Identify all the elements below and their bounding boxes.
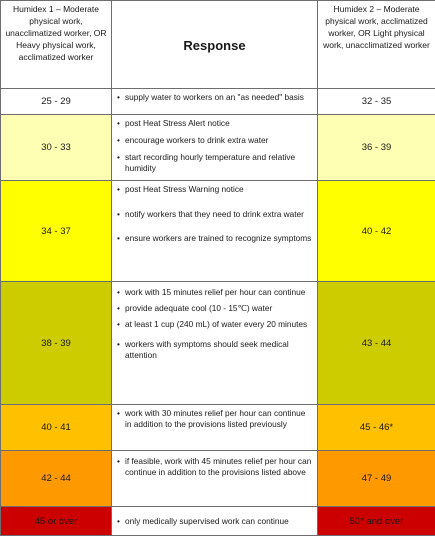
response-list [117, 516, 313, 527]
response-list [117, 408, 313, 430]
humidex2-range: 43 - 44 [318, 282, 435, 405]
humidex1-range: 34 - 37 [1, 181, 112, 282]
response-item: • provide adequate cool (10 - 15℃) water [117, 303, 313, 314]
response-item: • work with 30 minutes relief per hour can continue in addition to the provisions listed previously [117, 408, 313, 430]
humidex2-range: 47 - 49 [318, 451, 435, 507]
table-row [1, 89, 435, 115]
response-item: • workers with symptoms should seek medical attention [117, 339, 313, 361]
response-cell [112, 181, 318, 282]
response-item: • supply water to workers on an "as needed" basis [117, 92, 313, 103]
humidex1-range: 38 - 39 [1, 282, 112, 405]
response-cell [112, 451, 318, 507]
response-item: • notify workers that they need to drink extra water [117, 209, 313, 220]
response-item: • at least 1 cup (240 mL) of water every 20 minutes [117, 319, 313, 330]
humidex2-range: 32 - 35 [318, 89, 435, 115]
response-item: • start recording hourly temperature and relative humidity [117, 152, 313, 174]
response-item: • post Heat Stress Warning notice [117, 184, 313, 195]
humidex2-range: 40 - 42 [318, 181, 435, 282]
response-item: • post Heat Stress Alert notice [117, 118, 313, 129]
response-cell [112, 282, 318, 405]
humidex2-header: Humidex 2 – Moderate physical work, acclimatized worker, OR Light physical work, unacclimatized worker [318, 1, 435, 89]
response-cell [112, 89, 318, 115]
response-item: • encourage workers to drink extra water [117, 135, 313, 146]
response-cell [112, 507, 318, 536]
humidex1-range: 25 - 29 [1, 89, 112, 115]
header-row [1, 1, 435, 89]
table-row [1, 451, 435, 507]
response-item: • only medically supervised work can continue [117, 516, 313, 527]
table-row [1, 507, 435, 536]
humidex1-range: 30 - 33 [1, 115, 112, 181]
response-list [117, 456, 313, 478]
response-list [117, 118, 313, 174]
table-row [1, 115, 435, 181]
humidex2-range: 45 - 46* [318, 405, 435, 451]
response-list [117, 92, 313, 103]
humidex1-header: Humidex 1 – Moderate physical work, unacclimatized worker, OR Heavy physical work, acclimatized worker [1, 1, 112, 89]
humidex1-range: 45 or over [1, 507, 112, 536]
humidex2-range: 50* and over [318, 507, 435, 536]
response-cell [112, 115, 318, 181]
table-row [1, 181, 435, 282]
response-list [117, 184, 313, 244]
response-item: • ensure workers are trained to recognize symptoms [117, 233, 313, 244]
response-item: • if feasible, work with 45 minutes relief per hour can continue in addition to the provisions listed above [117, 456, 313, 478]
humidex2-range: 36 - 39 [318, 115, 435, 181]
humidex1-range: 42 - 44 [1, 451, 112, 507]
table-row [1, 282, 435, 405]
response-cell [112, 405, 318, 451]
response-list [117, 287, 313, 361]
response-item: • work with 15 minutes relief per hour can continue [117, 287, 313, 298]
response-header: Response [112, 1, 318, 89]
table-row [1, 405, 435, 451]
humidex1-range: 40 - 41 [1, 405, 112, 451]
